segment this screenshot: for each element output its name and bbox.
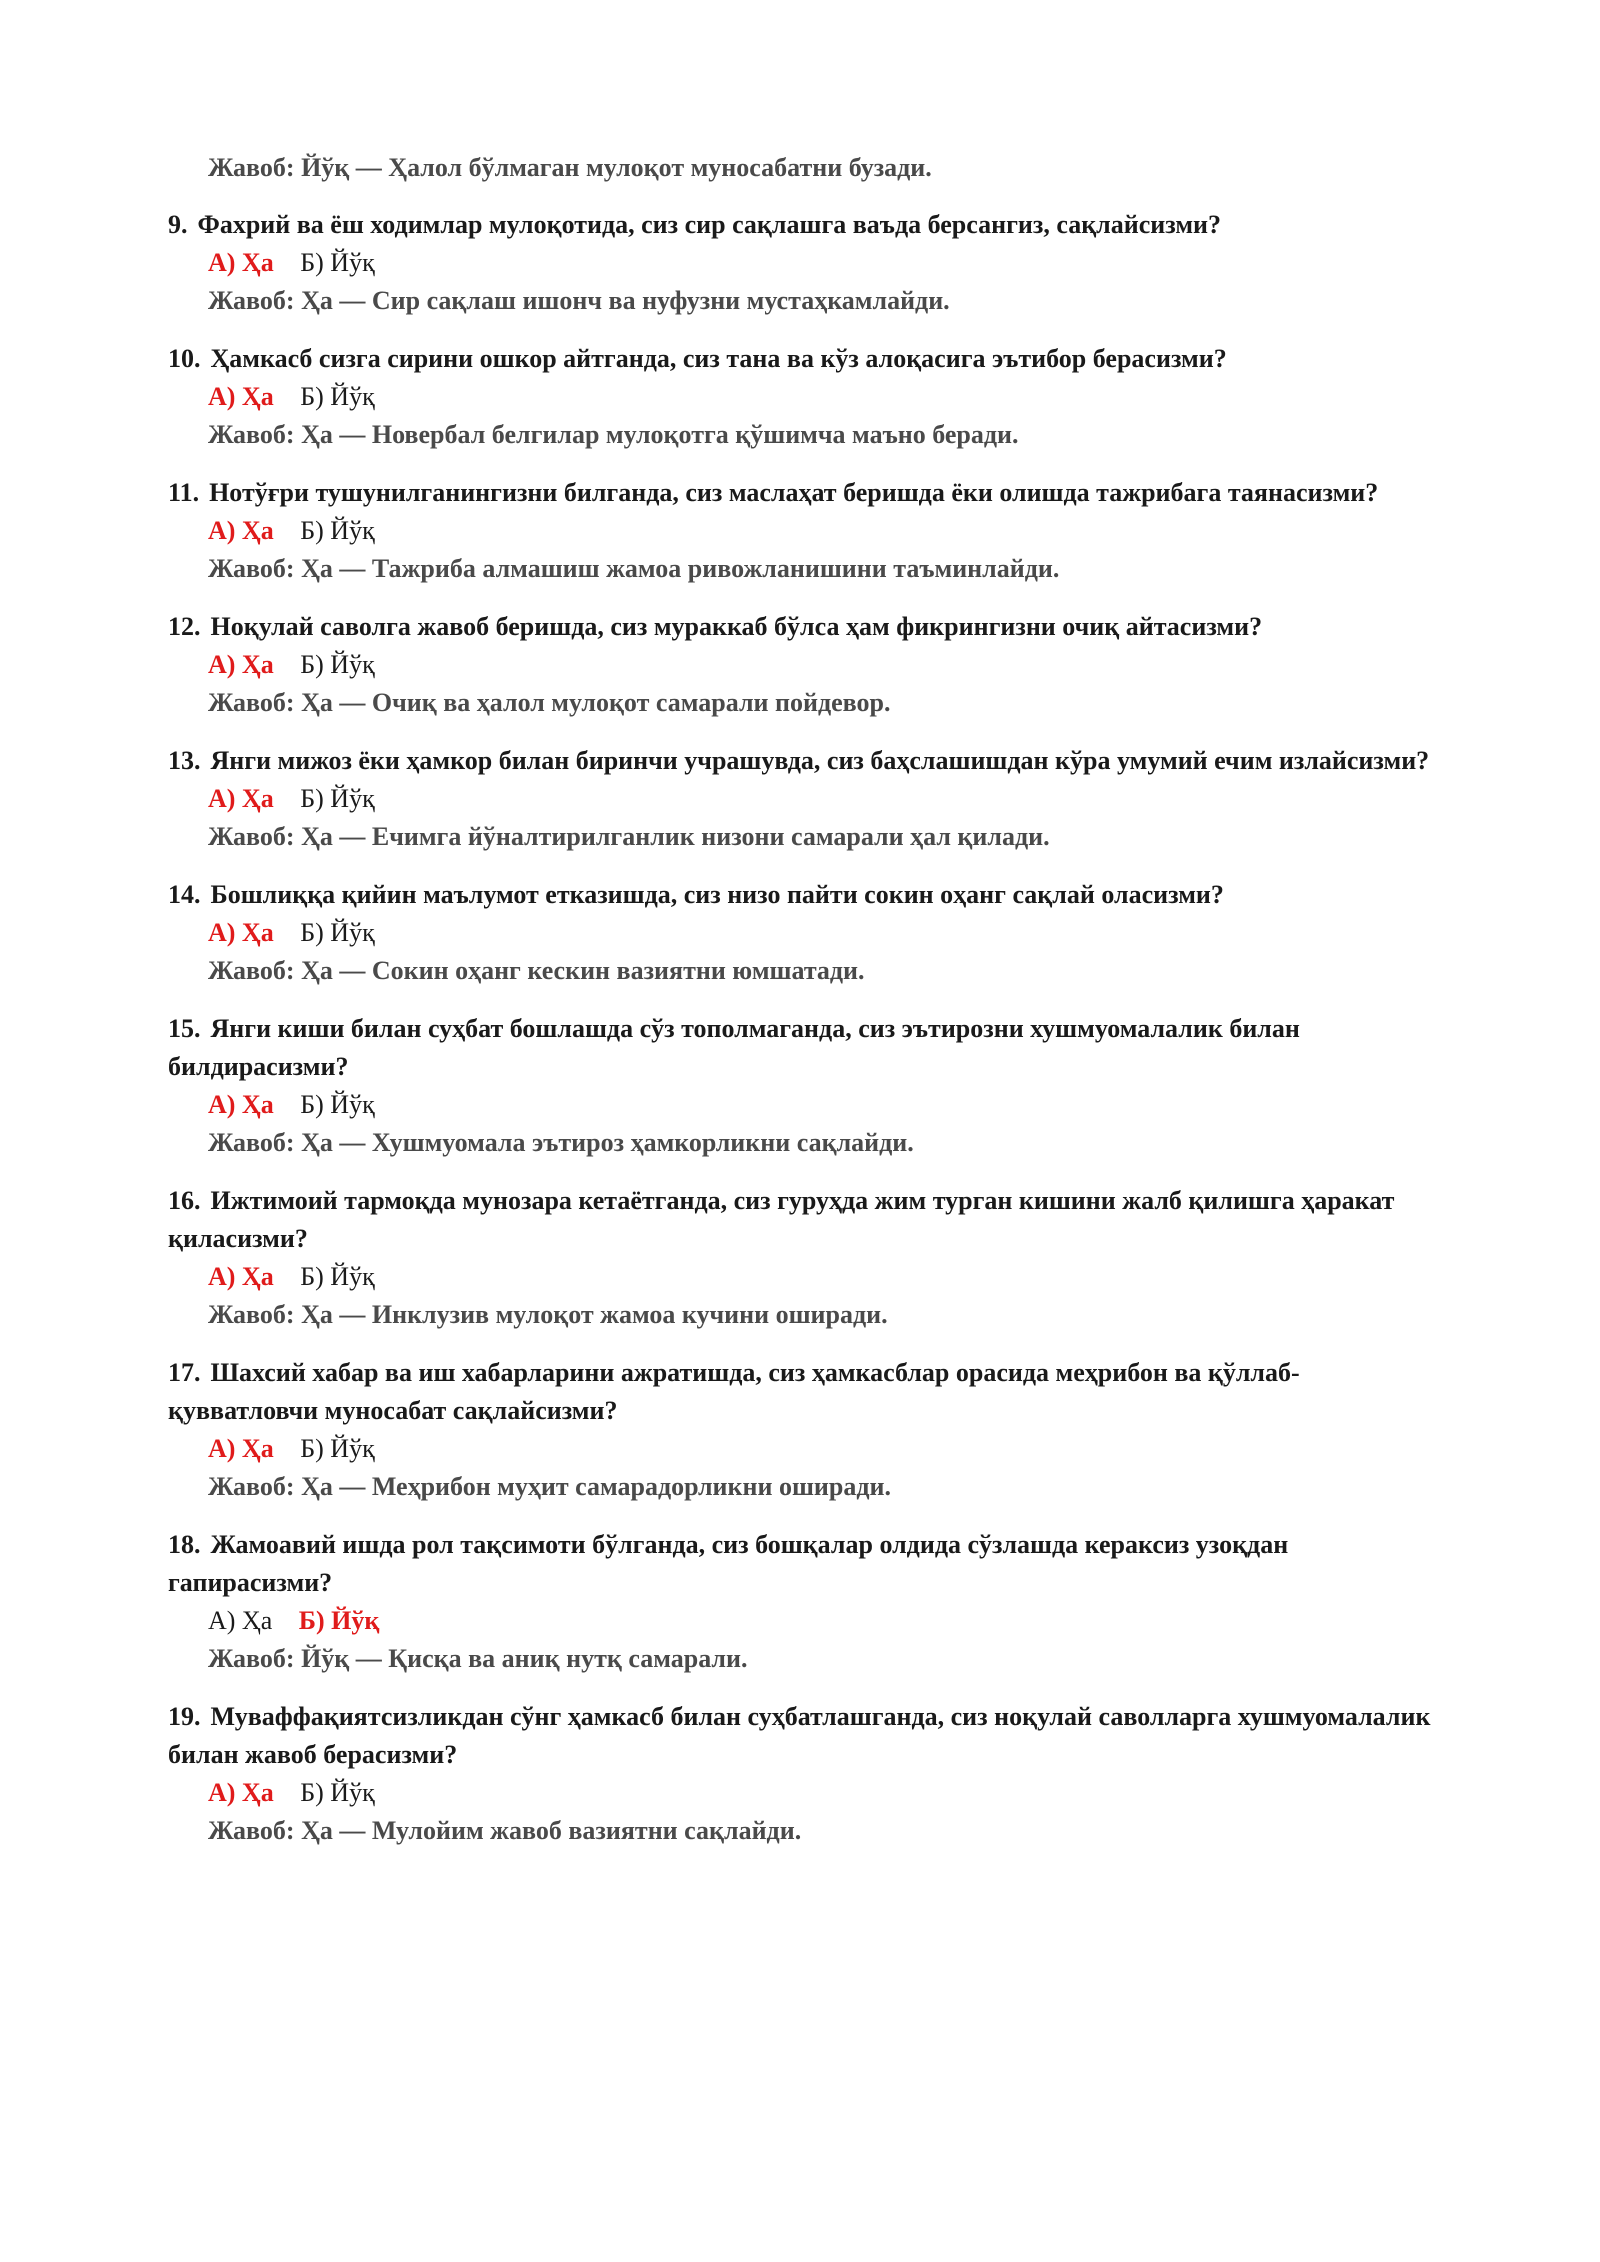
options-row bbox=[208, 1430, 1448, 1468]
question-body: Янги мижоз ёки ҳамкор билан биринчи учрашувда, сиз баҳслашишдан кўра умумий ечим излайсизми? bbox=[210, 746, 1430, 775]
option-b: Б) Йўқ bbox=[300, 516, 375, 545]
question-text bbox=[168, 1354, 1448, 1430]
option-a: А) Ҳа bbox=[208, 918, 274, 947]
question-text bbox=[168, 876, 1448, 914]
question-body: Жамоавий ишда рол тақсимоти бўлганда, сиз бошқалар олдида сўзлашда кераксиз узоқдан гапирасизми? bbox=[168, 1530, 1289, 1597]
options-row bbox=[208, 646, 1448, 684]
question-number: 10. bbox=[168, 344, 201, 373]
option-b: Б) Йўқ bbox=[300, 784, 375, 813]
quiz-content bbox=[168, 150, 1448, 1850]
question-body: Ижтимоий тармоқда мунозара кетаётганда, сиз гуруҳда жим турган кишини жалб қилишга ҳаракат қиласизми? bbox=[168, 1186, 1395, 1253]
question-text bbox=[168, 1526, 1448, 1602]
question-text bbox=[168, 608, 1448, 646]
question-body: Фахрий ва ёш ходимлар мулоқотида, сиз сир сақлашга ваъда берсангиз, сақлайсизми? bbox=[197, 210, 1222, 239]
question-number: 19. bbox=[168, 1702, 201, 1731]
options-row bbox=[208, 780, 1448, 818]
question-text bbox=[168, 1698, 1448, 1774]
answer-line: Жавоб: Йўқ — Ҳалол бўлмаган мулоқот муносабатни бузади. bbox=[208, 153, 932, 182]
option-b: Б) Йўқ bbox=[300, 1262, 375, 1291]
question-block-19 bbox=[168, 1698, 1448, 1850]
answer-line: Жавоб: Йўқ — Қисқа ва аниқ нутқ самарали. bbox=[208, 1644, 748, 1673]
question-body: Ҳамкасб сизга сирини ошкор айтганда, сиз тана ва кўз алоқасига эътибор берасизми? bbox=[210, 344, 1227, 373]
question-number: 18. bbox=[168, 1530, 201, 1559]
question-block-13 bbox=[168, 742, 1448, 856]
question-block-11 bbox=[168, 474, 1448, 588]
option-b: Б) Йўқ bbox=[298, 1606, 380, 1635]
option-a: А) Ҳа bbox=[208, 1606, 273, 1635]
question-body: Бошлиққа қийин маълумот етказишда, сиз низо пайти сокин оҳанг сақлай оласизми? bbox=[210, 880, 1224, 909]
option-a: А) Ҳа bbox=[208, 650, 274, 679]
answer-line: Жавоб: Ҳа — Мулойим жавоб вазиятни сақлайди. bbox=[208, 1816, 802, 1845]
question-text bbox=[168, 340, 1448, 378]
question-body: Муваффақиятсизликдан сўнг ҳамкасб билан суҳбатлашганда, сиз ноқулай саволларга хушмуомалалик билан жавоб берасизми? bbox=[168, 1702, 1431, 1769]
question-block-10 bbox=[168, 340, 1448, 454]
question-body: Шахсий хабар ва иш хабарларини ажратишда, сиз ҳамкасблар орасида меҳрибон ва қўллаб-қувватловчи муносабат сақлайсизми? bbox=[168, 1358, 1300, 1425]
question-text bbox=[168, 1010, 1448, 1086]
option-a: А) Ҳа bbox=[208, 784, 274, 813]
question-block-17 bbox=[168, 1354, 1448, 1506]
question-number: 12. bbox=[168, 612, 201, 641]
question-text bbox=[168, 742, 1448, 780]
question-text bbox=[168, 474, 1448, 512]
answer-line: Жавоб: Ҳа — Сокин оҳанг кескин вазиятни юмшатади. bbox=[208, 956, 865, 985]
options-row bbox=[208, 378, 1448, 416]
question-body: Ноқулай саволга жавоб беришда, сиз мураккаб бўлса ҳам фикрингизни очиқ айтасизми? bbox=[210, 612, 1263, 641]
question-block-14 bbox=[168, 876, 1448, 990]
question-block-18 bbox=[168, 1526, 1448, 1678]
options-row bbox=[208, 244, 1448, 282]
option-b: Б) Йўқ bbox=[300, 382, 375, 411]
question-number: 13. bbox=[168, 746, 201, 775]
option-b: Б) Йўқ bbox=[300, 650, 375, 679]
question-number: 11. bbox=[168, 478, 200, 507]
answer-line: Жавоб: Ҳа — Тажриба алмашиш жамоа ривожланишини таъминлайди. bbox=[208, 554, 1060, 583]
option-a: А) Ҳа bbox=[208, 1778, 274, 1807]
answer-line: Жавоб: Ҳа — Ечимга йўналтирилганлик низони самарали ҳал қилади. bbox=[208, 822, 1050, 851]
question-number: 15. bbox=[168, 1014, 201, 1043]
question-text bbox=[168, 1182, 1448, 1258]
options-row bbox=[208, 512, 1448, 550]
question-block-9 bbox=[168, 206, 1448, 320]
question-text bbox=[168, 206, 1448, 244]
question-number: 16. bbox=[168, 1186, 201, 1215]
option-a: А) Ҳа bbox=[208, 1434, 274, 1463]
answer-line: Жавоб: Ҳа — Сир сақлаш ишонч ва нуфузни мустаҳкамлайди. bbox=[208, 286, 950, 315]
option-b: Б) Йўқ bbox=[300, 918, 375, 947]
option-a: А) Ҳа bbox=[208, 516, 274, 545]
options-row bbox=[208, 1774, 1448, 1812]
option-b: Б) Йўқ bbox=[300, 248, 375, 277]
answer-line: Жавоб: Ҳа — Меҳрибон муҳит самарадорликни оширади. bbox=[208, 1472, 891, 1501]
question-number: 17. bbox=[168, 1358, 201, 1387]
question-body: Янги киши билан суҳбат бошлашда сўз тополмаганда, сиз эътирозни хушмуомалалик билан билдирасизми? bbox=[168, 1014, 1300, 1081]
options-row bbox=[208, 914, 1448, 952]
question-block-12 bbox=[168, 608, 1448, 722]
option-b: Б) Йўқ bbox=[300, 1778, 375, 1807]
options-row bbox=[208, 1602, 1448, 1640]
answer-line: Жавоб: Ҳа — Инклузив мулоқот жамоа кучини оширади. bbox=[208, 1300, 888, 1329]
options-row bbox=[208, 1258, 1448, 1296]
question-block-15 bbox=[168, 1010, 1448, 1162]
option-a: А) Ҳа bbox=[208, 248, 274, 277]
option-b: Б) Йўқ bbox=[300, 1090, 375, 1119]
answer-line: Жавоб: Ҳа — Очиқ ва ҳалол мулоқот самарали пойдевор. bbox=[208, 688, 891, 717]
answer-line: Жавоб: Ҳа — Новербал белгилар мулоқотга қўшимча маъно беради. bbox=[208, 420, 1019, 449]
question-number: 9. bbox=[168, 210, 188, 239]
option-a: А) Ҳа bbox=[208, 1090, 274, 1119]
answer-line: Жавоб: Ҳа — Хушмуомала эътироз ҳамкорликни сақлайди. bbox=[208, 1128, 914, 1157]
options-row bbox=[208, 1086, 1448, 1124]
question-number: 14. bbox=[168, 880, 201, 909]
option-a: А) Ҳа bbox=[208, 382, 274, 411]
question-body: Нотўғри тушунилганингизни билганда, сиз маслаҳат беришда ёки олишда тажрибага таянасизми? bbox=[209, 478, 1379, 507]
option-a: А) Ҳа bbox=[208, 1262, 274, 1291]
option-b: Б) Йўқ bbox=[300, 1434, 375, 1463]
question-block-16 bbox=[168, 1182, 1448, 1334]
